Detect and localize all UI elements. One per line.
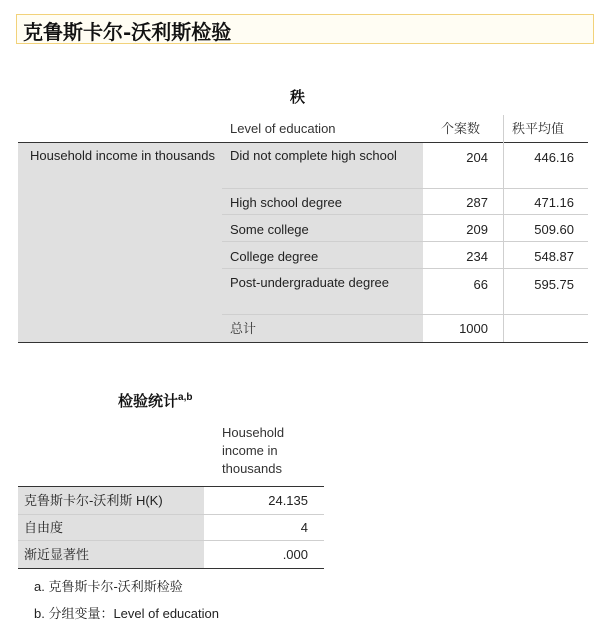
table-row-total-mean-rank (506, 320, 574, 338)
stat-value-h: 24.135 (268, 493, 308, 508)
stat-value-df: 4 (300, 520, 308, 535)
row-divider (18, 540, 324, 541)
row-divider (222, 214, 588, 215)
row-divider (222, 314, 588, 315)
table-row-n: 209 (466, 222, 488, 237)
stat-value-sig: .000 (282, 547, 308, 562)
column-header-mean-rank: 秩平均值 (512, 121, 565, 136)
table-row-level: Post-undergraduate degree (230, 275, 390, 290)
table-row-mean-rank: 509.60 (534, 222, 574, 237)
table-row-level: College degree (230, 249, 319, 264)
table-row-total-label: 总计 (230, 321, 257, 336)
table-row-n: 204 (466, 150, 488, 165)
table-row-mean-rank: 548.87 (534, 249, 574, 264)
test-stats-caption-footnote-ref: a,b (178, 392, 193, 403)
footnote-a: a. 克鲁斯卡尔-沃利斯检验 (34, 579, 183, 594)
table-row-level: Some college (230, 222, 309, 237)
row-divider (222, 268, 588, 269)
row-divider (18, 514, 324, 515)
table-row-n: 287 (466, 195, 488, 210)
test-stats-caption (118, 390, 192, 411)
row-divider (222, 241, 588, 242)
table-bottom-rule (18, 342, 588, 343)
table-bottom-rule (18, 568, 324, 569)
column-header-level: Level of education (230, 121, 336, 136)
ranks-table-caption: 秩 (290, 88, 306, 106)
stat-label-df: 自由度 (24, 520, 64, 535)
output-title-bar (16, 14, 594, 44)
stat-label-h: 克鲁斯卡尔-沃利斯 H(K) (24, 493, 163, 508)
table-row-level: High school degree (230, 195, 343, 210)
table-row-mean-rank: 471.16 (534, 195, 574, 210)
row-divider (222, 188, 588, 189)
output-title: 克鲁斯卡尔-沃利斯检验 (23, 20, 232, 44)
table-row-n: 66 (473, 277, 488, 292)
table-row-total-n: 1000 (459, 321, 488, 336)
table-row-mean-rank: 446.16 (534, 150, 574, 165)
table-row-mean-rank: 595.75 (534, 277, 574, 292)
stat-label-sig: 渐近显著性 (24, 547, 90, 562)
column-divider (503, 115, 504, 342)
row-header-variable: Household income in thousands (18, 143, 222, 342)
column-header-n: 个案数 (440, 121, 480, 136)
column-header-income: Household income in thousands (222, 425, 285, 476)
test-stats-caption-text: 检验统计 (118, 392, 179, 410)
footnote-b: b. 分组变量：Level of education (34, 606, 219, 621)
table-row-n: 234 (466, 249, 488, 264)
table-row-level: Did not complete high school (230, 148, 397, 163)
